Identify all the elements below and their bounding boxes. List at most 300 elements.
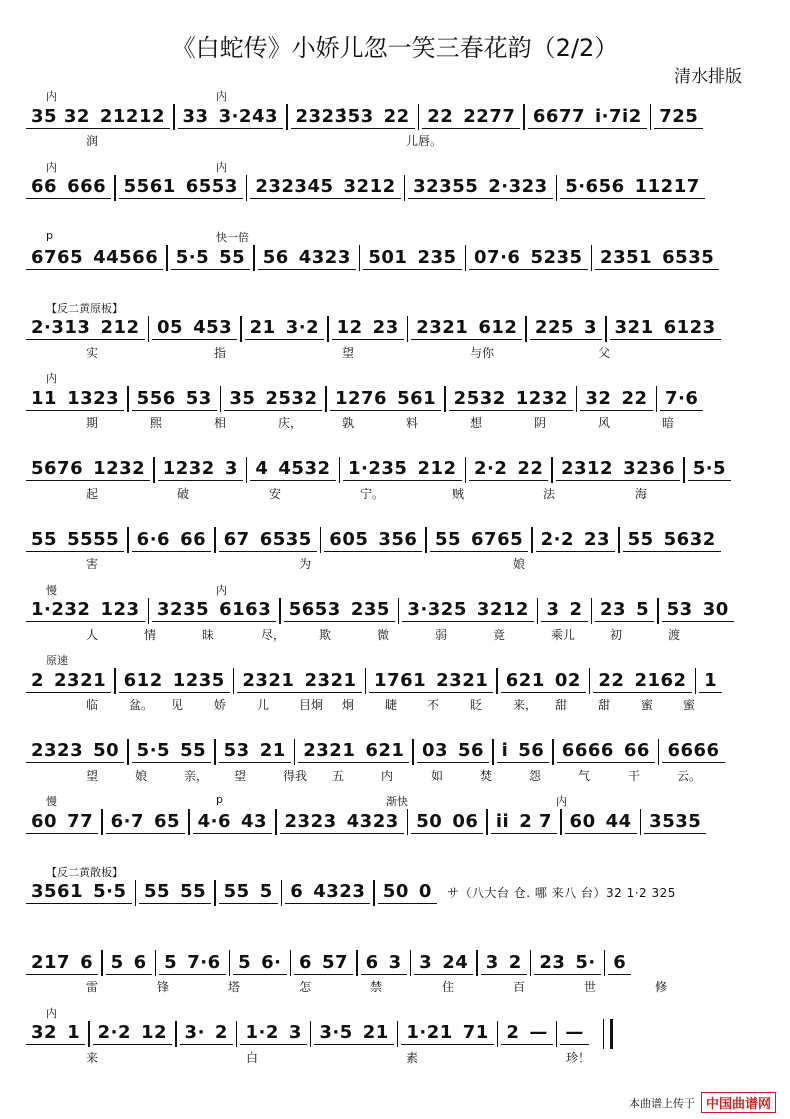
note-group: 3535 [644,811,706,834]
barline [486,809,488,835]
note-group: 71 [458,1022,494,1045]
note-group: 77 [62,811,98,834]
lyric-syllable: 暗 [662,416,675,430]
lyric-syllable: 盆。 [129,698,154,712]
barline [114,175,116,201]
staff-notes [26,102,770,132]
barline [496,668,498,694]
lyric-syllable: 气 [578,768,591,783]
barline [465,245,467,271]
barline [356,950,358,976]
note-group: 235 [346,599,395,622]
note-group: 232345 [250,176,338,199]
note-group: 55 [214,247,250,270]
barline [236,1021,238,1047]
staff-line [26,229,770,289]
staff-markings [26,441,770,455]
performance-marking: p [216,793,223,806]
staff-lyrics [26,203,770,219]
performance-marking: 慢 [46,795,57,808]
staff-line [26,864,770,924]
note-group: 3212 [472,599,534,622]
performance-marking: 【反二黄原板】 [46,301,123,315]
barline [220,386,222,412]
note-group: 1761 [369,670,431,693]
note-group: 2323 [280,811,342,834]
note-group: 55 [430,529,466,552]
note-group: 5· [570,952,600,975]
note-group: 2 [501,1022,524,1045]
lyric-syllable: 塔 [228,980,241,994]
lyric-syllable: 庆， [278,416,303,430]
note-group: 666 [62,176,111,199]
staff-markings [26,793,770,807]
note-group: 6 [294,952,317,975]
note-group: 4532 [273,458,335,481]
site-logo[interactable]: 中国曲谱网 [701,1092,776,1113]
note-group: 21 [245,317,281,340]
note-group: 24 [437,952,473,975]
note-group: 07·6 [469,247,525,270]
lyric-syllable: 儿 [257,698,270,712]
staff-line [26,793,770,853]
note-group: 23 [595,599,631,622]
lyric-syllable: 得我 [283,768,308,783]
note-group: 6 [285,881,308,904]
lyric-syllable: 甜 [598,698,611,712]
lyric-syllable: 临 [86,698,99,712]
note-group: 225 [530,317,579,340]
lyric-syllable: 父 [598,345,611,360]
staff-markings [26,723,770,737]
barline [444,386,446,412]
note-group: 612 [473,317,522,340]
barline [492,739,494,765]
barline [530,950,532,976]
note-group: i·7i2 [590,106,647,129]
note-group: 5676 [26,458,88,481]
staff-markings [26,370,770,384]
note-group: 212 [95,317,144,340]
note-group: 5·5 [688,458,731,481]
staff-markings [26,159,770,173]
lyric-syllable: 炯 [342,698,355,712]
staff-lyrics [26,978,770,994]
lyric-syllable: 竟 [493,627,506,642]
lyric-syllable: 破 [177,486,190,501]
note-group: 6765 [26,247,88,270]
barline [290,950,292,976]
barline [294,739,296,765]
note-group: 22 [616,388,652,411]
staff-lyrics [26,273,770,289]
lyric-syllable: 见 [171,698,184,712]
lyric-syllable: 孰 [342,416,355,430]
note-group: 06 [447,811,483,834]
staff-lyrics [26,908,770,924]
note-group: 32355 [408,176,483,199]
note-group: 21212 [95,106,170,129]
note-group: i [497,740,514,763]
barline [604,950,606,976]
note-group: 2321 [49,670,111,693]
performance-marking: 内 [216,90,227,103]
note-group: ii [491,811,514,834]
barline [373,880,375,906]
note-group: 6·6 [132,529,175,552]
barline [425,527,427,553]
staff-lyrics [26,344,770,360]
barline [246,175,248,201]
note-group: 3212 [339,176,401,199]
barline [404,175,406,201]
performance-marking: 快一倍 [216,231,249,244]
barline [214,739,216,765]
note-group: 725 [654,106,703,129]
lyric-syllable: 住 [442,980,455,994]
lyric-syllable: 娘 [513,557,526,571]
lyric-syllable: 宁。 [360,486,385,501]
note-group: 22 [379,106,415,129]
staff-notes [26,1019,770,1049]
staff-markings [26,652,770,666]
barline [412,739,414,765]
lyric-syllable: 指 [214,345,227,360]
staff-markings [26,1005,770,1019]
lyric-syllable: 料 [406,416,419,430]
note-group: 43 [236,811,272,834]
staff-notes [26,807,770,837]
barline [398,598,400,624]
barline [556,175,558,201]
lyric-syllable: 素 [406,1050,419,1065]
note-group: 4323 [294,247,356,270]
note-group: 03 [417,740,453,763]
staff-lyrics [26,837,770,853]
note-group: 22 [593,670,629,693]
barline [127,386,129,412]
barline [525,316,527,342]
note-group: 22 [422,106,458,129]
note-group: 23 [368,317,404,340]
note-group: 55 [175,740,211,763]
barline [175,1021,177,1047]
note-group: 3· [180,1022,210,1045]
performance-marking: 慢 [46,583,57,597]
barline [560,809,562,835]
lyric-syllable: 阴 [534,416,547,430]
note-group: 0 [414,881,437,904]
barline [657,598,659,624]
note-group: 32 [580,388,616,411]
lyric-syllable: 欺 [319,627,332,642]
barline [537,598,539,624]
barline [214,527,216,553]
note-group: 556 [132,388,181,411]
note-group: 4323 [308,881,370,904]
staff-notes [26,737,770,767]
lyric-syllable: 渡 [668,627,681,642]
staff-line [26,88,770,148]
note-group: 6765 [466,529,528,552]
lyric-syllable: 风 [598,416,611,430]
staff-notes [26,173,770,203]
note-group: 11 [26,388,62,411]
barline [148,598,150,624]
lyric-syllable: 期 [86,416,99,430]
barline [214,880,216,906]
note-group: 3·5 [314,1022,357,1045]
barline [253,245,255,271]
note-group: 2·323 [483,176,552,199]
barline [101,950,103,976]
staff-markings [26,511,770,525]
note-group: 5·5 [132,740,175,763]
barline [656,386,658,412]
lyric-syllable: 世 [584,980,597,994]
staff-line [26,723,770,783]
note-group: 1·232 [26,599,95,622]
barline [407,809,409,835]
barline [281,880,283,906]
note-group: 3 [414,952,437,975]
note-group: 561 [392,388,441,411]
barline [650,104,652,130]
note-group: 3236 [618,458,680,481]
note-group: 2321 [299,670,361,693]
note-group: 2532 [449,388,511,411]
performance-marking: 内 [46,1006,57,1020]
performance-marking: 【反二黄散板】 [46,865,123,879]
note-group: 5·5 [171,247,214,270]
note-group: 44 [601,811,637,834]
lyric-syllable: 想 [470,416,483,430]
staff-line [26,159,770,219]
note-group: 6 [75,952,98,975]
barline [127,527,129,553]
barline [640,809,642,835]
note-group: 6666 [557,740,619,763]
lyric-syllable: 望 [342,345,355,360]
barline [359,245,361,271]
note-group: 30 [698,599,734,622]
performance-marking: 内 [216,160,227,174]
note-group: 2532 [260,388,322,411]
barline [618,527,620,553]
lyric-syllable: 干 [628,768,641,783]
barline [188,809,190,835]
note-group: 1·2 [240,1022,283,1045]
note-group: 60 [26,811,62,834]
lyric-syllable: 锋 [157,980,170,994]
note-group: 1232 [158,458,220,481]
note-group: 56 [258,247,294,270]
staff-lyrics [26,1049,770,1065]
barline [148,316,150,342]
lyric-syllable: 贼 [452,486,465,501]
note-group: 6123 [659,317,721,340]
barline [397,1021,399,1047]
lyric-syllable: 安 [269,486,282,501]
staff-notes [26,384,770,414]
note-group: 5 [233,952,256,975]
lyric-syllable: 望 [86,768,99,783]
note-group: 2 [565,599,588,622]
staff-line [26,582,770,642]
note-group: 2321 [298,740,360,763]
lyric-syllable: 焚 [480,768,493,783]
note-group: 35 [224,388,260,411]
staff-lyrics [26,626,770,642]
staff-line [26,652,770,712]
note-group: 6677 [528,106,590,129]
note-group: 22 [512,458,548,481]
barline [127,739,129,765]
staff-lyrics [26,132,770,148]
barline [695,668,697,694]
note-group: 621 [501,670,550,693]
note-group: 2321 [411,317,473,340]
note-group: 56 [453,740,489,763]
note-group: 3 [384,952,407,975]
note-group: 2321 [431,670,493,693]
performance-marking: 渐快 [386,795,408,808]
staff-notes [26,948,770,978]
note-group: 1·21 [401,1022,457,1045]
note-group: 621 [360,740,409,763]
staff-markings [26,582,770,596]
barline [605,316,607,342]
note-group: 2·2 [536,529,579,552]
lyric-syllable: 海 [635,486,648,501]
barline [476,950,478,976]
note-group: 2 [210,1022,233,1045]
note-group: 66 [175,529,211,552]
barline [233,668,235,694]
note-group: 12 [332,317,368,340]
lyric-syllable: 珍！ [566,1050,591,1065]
footer [629,1092,776,1113]
note-group: 05 [152,317,188,340]
lyric-syllable: 人 [86,627,99,642]
lyric-syllable: 娘 [135,768,148,783]
note-group: 33 [178,106,214,129]
barline [229,950,231,976]
lyric-syllable: 甜 [555,698,568,712]
note-group: 6666 [662,740,724,763]
staff-line [26,370,770,430]
note-group: 53 [662,599,698,622]
note-group: 5235 [525,247,587,270]
lyric-syllable: 睫 [385,698,398,712]
lyric-syllable: 为 [299,557,312,571]
staff-lyrics [26,767,770,783]
performance-marking: p [46,229,53,242]
barline [173,104,175,130]
note-group: 1323 [62,388,124,411]
barline [153,457,155,483]
final-barline [603,1019,613,1049]
staff-line [26,1005,770,1065]
lyric-syllable: 与你 [470,345,495,360]
staff-notes [26,243,770,273]
note-group: 217 [26,952,75,975]
barline [101,809,103,835]
note-group: 23 [579,529,615,552]
note-group: 3·243 [214,106,283,129]
barline [246,457,248,483]
staff-notes [26,666,770,696]
note-group: 5653 [284,599,346,622]
lyric-syllable: 百 [513,980,526,994]
lyric-syllable: 弱 [435,627,448,642]
note-group: 5555 [62,529,124,552]
barline [523,104,525,130]
staff-lyrics [26,485,770,501]
note-group: 3 [284,1022,307,1045]
barline [279,598,281,624]
note-group: 44566 [88,247,163,270]
lyric-syllable: 白 [246,1050,259,1065]
lyric-syllable: 乘儿 [551,627,576,642]
note-group: 5 [631,599,654,622]
note-group: 2323̇53 [291,106,379,129]
note-group: 11217 [630,176,705,199]
barline [325,386,327,412]
note-group: 2·313 [26,317,95,340]
barline [114,668,116,694]
barline [552,739,554,765]
lyric-syllable: 来， [513,698,538,712]
note-group: 55 [219,881,255,904]
lyric-syllable: 害 [86,557,99,571]
barline [320,527,322,553]
lyric-syllable: 熙 [150,416,163,430]
note-group: 3235 [152,599,214,622]
note-group: 5 [106,952,129,975]
staff-markings [26,229,770,243]
lyric-syllable: 润 [86,134,99,148]
lyric-syllable: 眨 [470,698,483,712]
barline [286,104,288,130]
note-group: 1232 [88,458,150,481]
footer-text: 本曲谱上传于 [628,1096,695,1110]
lyric-syllable: 娇 [214,698,227,712]
note-group: 57 [317,952,353,975]
note-group: 3 [220,458,243,481]
staff-markings [26,300,770,314]
lyric-syllable: 修 [655,980,668,994]
note-group: 453 [188,317,237,340]
note-group: 55 [175,881,211,904]
lyric-syllable: 情 [144,627,157,642]
barline [407,316,409,342]
note-group: 50 [88,740,124,763]
note-group: 65 [149,811,185,834]
note-group: 5 [159,952,182,975]
note-group: 123 [95,599,144,622]
typesetter-credit: 清水排版 [674,67,742,87]
note-group: 2277 [458,106,520,129]
note-group: 612 [119,670,168,693]
note-group: 3 [541,599,564,622]
note-group: 2 7 [514,811,557,834]
percussion-interlude: サ（八大台 仓. 哪 来八 台）32 1·2 325 [446,886,676,900]
barline [155,950,157,976]
note-group: 5·5 [88,881,131,904]
lyric-syllable: 云。 [677,768,702,783]
note-group: 2·2 [93,1022,136,1045]
